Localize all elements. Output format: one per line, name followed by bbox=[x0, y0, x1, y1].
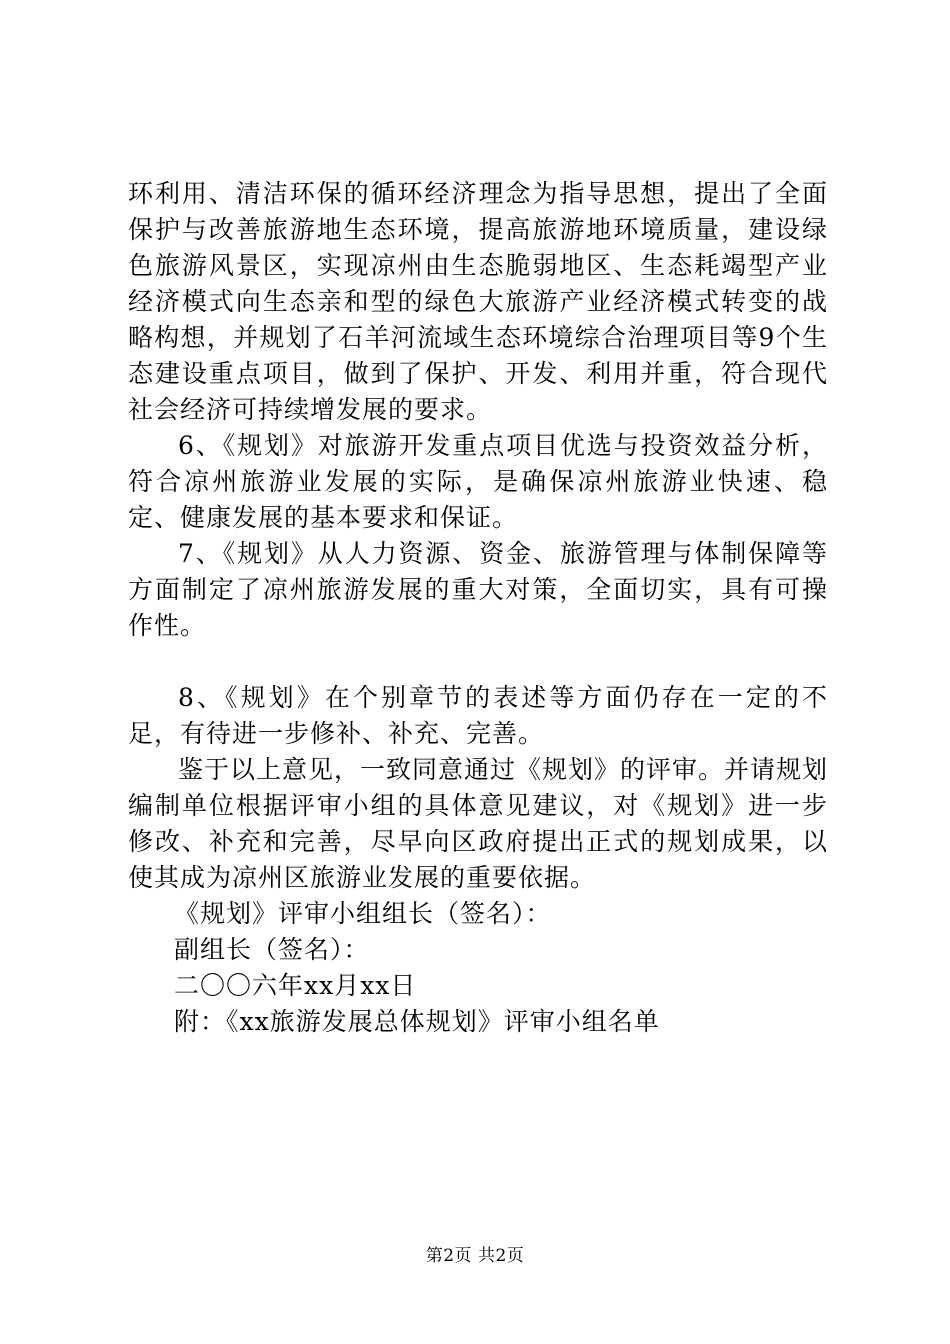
signature-group-leader: 《规划》评审小组组长（签名）： bbox=[174, 899, 552, 928]
signature-deputy-leader: 副组长（签名）： bbox=[174, 935, 370, 964]
paragraph-continuation: 环利用、清洁环保的循环经济理念为指导思想，提出了全面保护与改善旅游地生态环境，提高旅游地环境质量，建设绿色旅游风景区，实现凉州由生态脆弱地区、生态耗竭型产业经济模式向生态亲和型的绿色大旅游产业经济模式转变的战略构想，并规划了石羊河流域生态环境综合治理项目等9个生态建设重点项目，做到了保护、开发、利用并重，符合现代社会经济可持续增发展的要求。 bbox=[128, 179, 828, 424]
paragraph-item-8: 8、《规划》在个别章节的表述等方面仍存在一定的不足，有待进一步修补、补充、完善。 bbox=[128, 683, 828, 748]
paragraph-item-7: 7、《规划》从人力资源、资金、旅游管理与体制保障等方面制定了凉州旅游发展的重大对策，全面切实，具有可操作性。 bbox=[128, 539, 828, 640]
signature-date: 二〇〇六年xx月xx日 bbox=[174, 971, 417, 1000]
paragraph-item-6: 6、《规划》对旅游开发重点项目优选与投资效益分析，符合凉州旅游业发展的实际，是确保凉州旅游业快速、稳定、健康发展的基本要求和保证。 bbox=[128, 431, 828, 532]
page-footer: 第2页 共2页 bbox=[425, 1246, 525, 1266]
document-body bbox=[128, 176, 828, 1040]
paragraph-conclusion: 鉴于以上意见，一致同意通过《规划》的评审。并请规划编制单位根据评审小组的具体意见建议，对《规划》进一步修改、补充和完善，尽早向区政府提出正式的规划成果，以使其成为凉州区旅游业发展的重要依据。 bbox=[128, 755, 829, 892]
attachment-note: 附：《xx旅游发展总体规划》评审小组名单 bbox=[174, 1007, 660, 1036]
